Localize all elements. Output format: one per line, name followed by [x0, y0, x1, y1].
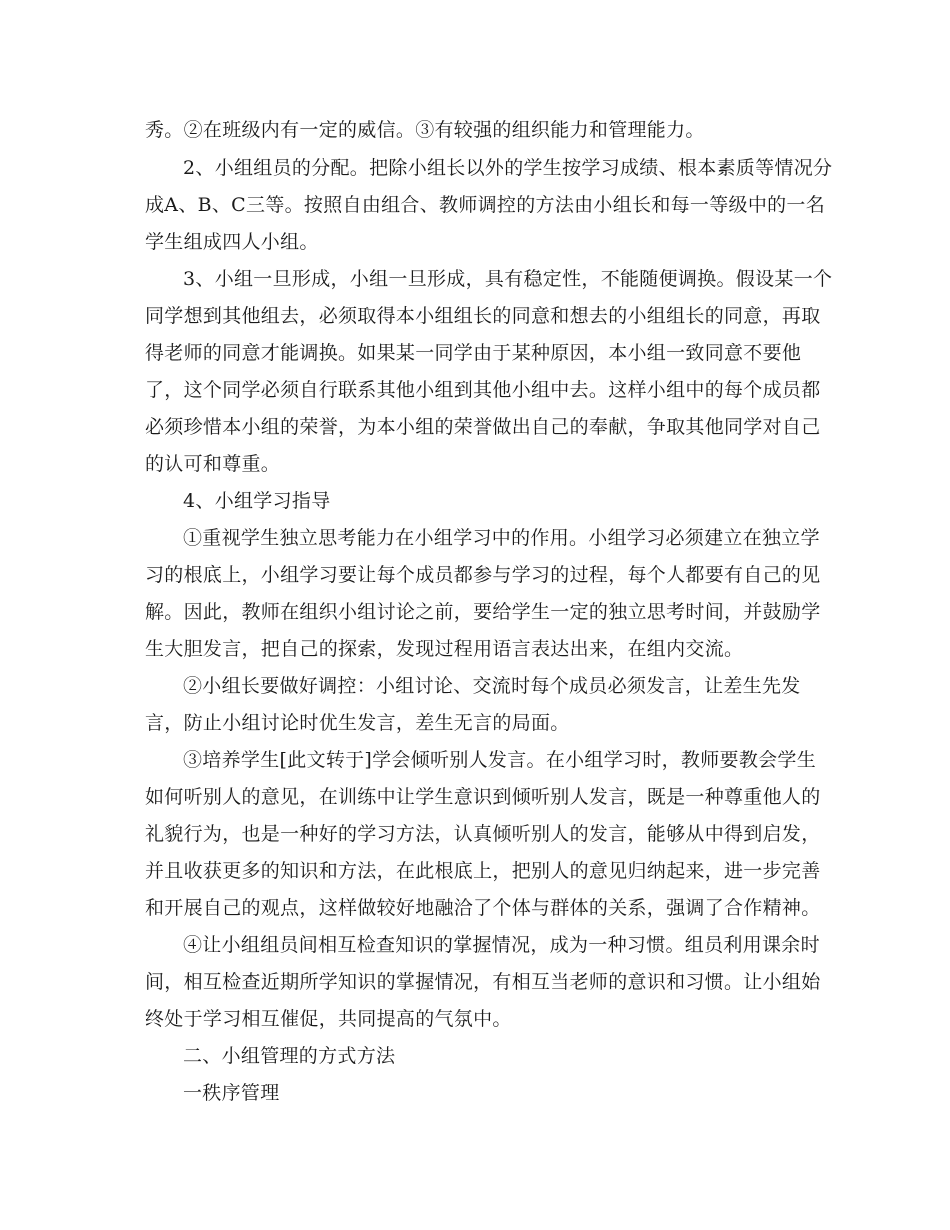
text-line: 成A、B、C三等。按照自由组合、教师调控的方法由小组长和每一等级中的一名: [145, 194, 826, 216]
text-line: 终处于学习相互催促，共同提高的气氛中。: [145, 1008, 512, 1030]
text-line: 礼貌行为，也是一种好的学习方法，认真倾听别人的发言，能够从中得到启发，: [145, 823, 821, 845]
text-line: 2、小组组员的分配。把除小组长以外的学生按学习成绩、根本素质等情况分: [183, 157, 833, 179]
text-line: 了，这个同学必须自行联系其他小组到其他小组中去。这样小组中的每个成员都: [145, 379, 821, 401]
text-line: 言，防止小组讨论时优生发言，差生无言的局面。: [145, 712, 570, 734]
text-line: 习的根底上，小组学习要让每个成员都参与学习的过程，每个人都要有自己的见: [145, 564, 821, 586]
text-line: 3、小组一旦形成，小组一旦形成，具有稳定性，不能随便调换。假设某一个: [183, 268, 833, 290]
text-line: ②小组长要做好调控：小组讨论、交流时每个成员必须发言，让差生先发: [183, 675, 801, 697]
text-line: 间，相互检查近期所学知识的掌握情况，有相互当老师的意识和习惯。让小组始: [145, 971, 821, 993]
text-line: 并且收获更多的知识和方法，在此根底上，把别人的意见归纳起来，进一步完善: [145, 860, 821, 882]
text-line: 的认可和尊重。: [145, 453, 281, 475]
text-line: 同学想到其他组去，必须取得本小组组长的同意和想去的小组组长的同意，再取: [145, 305, 821, 327]
text-line: 必须珍惜本小组的荣誉，为本小组的荣誉做出自己的奉献，争取其他同学对自己: [145, 416, 821, 438]
text-line: 秀。②在班级内有一定的威信。③有较强的组织能力和管理能力。: [145, 119, 705, 141]
text-line: 4、小组学习指导: [183, 490, 331, 512]
text-line: ③培养学生[此文转于]学会倾听别人发言。在小组学习时，教师要教会学生: [183, 749, 817, 771]
section-heading: 二、小组管理的方式方法: [183, 1045, 396, 1067]
text-line: 学生组成四人小组。: [145, 231, 319, 253]
text-line: 得老师的同意才能调换。如果某一同学由于某种原因，本小组一致同意不要他: [145, 342, 802, 364]
text-line: 生大胆发言，把自己的探索，发现过程用语言表达出来，在组内交流。: [145, 638, 744, 660]
text-line: ④让小组组员间相互检查知识的掌握情况，成为一种习惯。组员利用课余时: [183, 934, 820, 956]
text-line: ①重视学生独立思考能力在小组学习中的作用。小组学习必须建立在独立学: [183, 527, 820, 549]
text-line: 和开展自己的观点，这样做较好地融洽了个体与群体的关系，强调了合作精神。: [145, 897, 821, 919]
text-line: 解。因此，教师在组织小组讨论之前，要给学生一定的独立思考时间，并鼓励学: [145, 601, 821, 623]
text-line: 如何听别人的意见，在训练中让学生意识到倾听别人发言，既是一种尊重他人的: [145, 786, 821, 808]
subsection-heading: 一秩序管理: [183, 1082, 280, 1104]
